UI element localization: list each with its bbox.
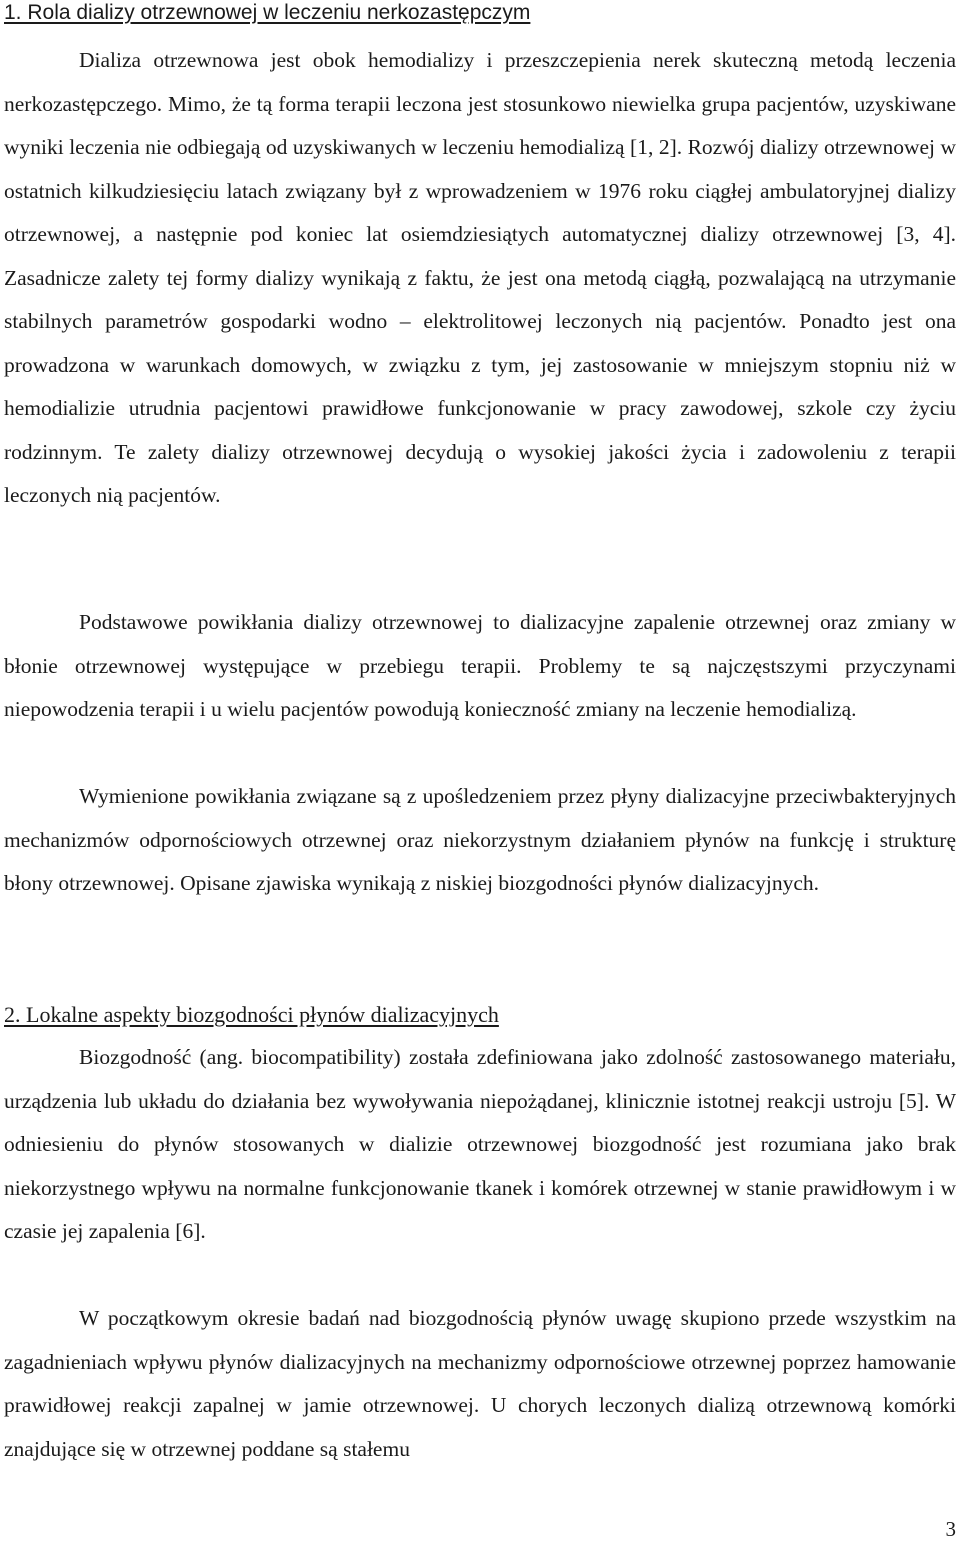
section-heading-2: 2. Lokalne aspekty biozgodności płynów dializacyjnych <box>4 1002 499 1027</box>
paragraph-1: Dializa otrzewnowa jest obok hemodializy i przeszczepienia nerek skuteczną metodą leczenia nerkozastępczego. Mimo, że tą forma terapii leczona jest stosunkowo niewielka grupa pacjentów, uzyskiwane wyniki leczenia nie odbiegają od uzyskiwanych w leczeniu hemodializą [1, 2]. Rozwój dializy otrzewnowej w ostatnich kilkudziesięciu latach związany był z wprowadzeniem w 1976 roku ciągłej ambulatoryjnej dializy otrzewnowej, a następnie pod koniec lat osiemdziesiątych automatycznej dializy otrzewnowej [3, 4]. Zasadnicze zalety tej formy dializy wynikają z faktu, że jest ona metodą ciągłą, pozwalającą na utrzymanie stabilnych parametrów gospodarki wodno – elektrolitowej leczonych nią pacjentów. Ponadto jest ona prowadzona w warunkach domowych, w związku z tym, jej zastosowanie w mniejszym stopniu niż w hemodializie utrudnia pacjentowi prawidłowe funkcjonowanie w pracy zawodowej, szkole czy życiu rodzinnym. Te zalety dializy otrzewnowej decydują o wysokiej jakości życia i zadowoleniu z terapii leczonych nią pacjentów. <box>4 48 956 507</box>
paragraph-2: Podstawowe powikłania dializy otrzewnowej to dializacyjne zapalenie otrzewnej oraz zmiany w błonie otrzewnowej występujące w przebiegu terapii. Problemy te są najczęstszymi przyczynami niepowodzenia terapii i u wielu pacjentów powodują konieczność zmiany na leczenie hemodializą. <box>4 610 956 721</box>
paragraph-3: Wymienione powikłania związane są z upośledzeniem przez płyny dializacyjne przeciwbakteryjnych mechanizmów odpornościowych otrzewnej oraz niekorzystnym działaniem płynów na funkcję i strukturę błony otrzewnowej. Opisane zjawiska wynikają z niskiej biozgodności płynów dializacyjnych. <box>4 784 956 895</box>
section-heading-1: 1. Rola dializy otrzewnowej w leczeniu nerkozastępczym <box>4 1 531 24</box>
paragraph-5: W początkowym okresie badań nad biozgodnością płynów uwagę skupiono przede wszystkim na zagadnieniach wpływu płynów dializacyjnych na mechanizmy odpornościowe otrzewnej poprzez hamowanie prawidłowej reakcji zapalnej w jamie otrzewnowej. U chorych leczonych dializą otrzewnową komórki znajdujące się w otrzewnej poddane są stałemu <box>4 1306 956 1461</box>
paragraph-4: Biozgodność (ang. biocompatibility) została zdefiniowana jako zdolność zastosowanego materiału, urządzenia lub układu do działania bez wywoływania niepożądanej, klinicznie istotnej reakcji ustroju [5]. W odniesieniu do płynów stosowanych w dializie otrzewnowej biozgodność jest rozumiana jako brak niekorzystnego wpływu na normalne funkcjonowanie tkanek i komórek otrzewnej w stanie prawidłowym i w czasie jej zapalenia [6]. <box>4 1045 956 1243</box>
page-number: 3 <box>945 1517 956 1541</box>
